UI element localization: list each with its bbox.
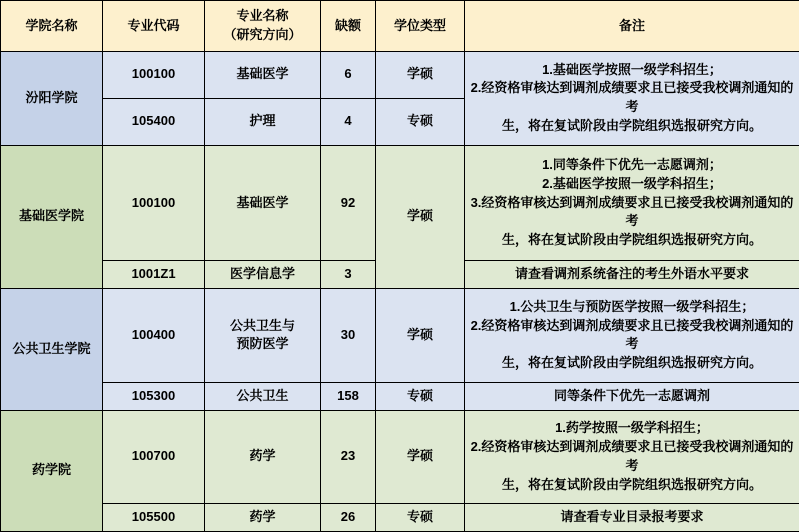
cell-major-name (205, 289, 321, 383)
table-row (1, 504, 799, 532)
cell-remarks (465, 504, 799, 532)
cell-degree-type: 专硕 (376, 98, 465, 145)
cell-major-name: 护理 (205, 98, 321, 145)
cell-major-code: 105500 (103, 504, 205, 532)
table-row (1, 52, 799, 99)
cell-major-code: 100100 (103, 145, 205, 261)
cell-vacancy: 23 (321, 410, 376, 504)
table-row (1, 145, 799, 261)
cell-remarks (465, 261, 799, 289)
cell-vacancy: 4 (321, 98, 376, 145)
cell-remarks (465, 410, 799, 504)
cell-major-code: 100100 (103, 52, 205, 99)
remark-line: 1.基础医学按照一级学科招生； (542, 61, 722, 77)
remark-line: 1.药学按照一级学科招生； (555, 420, 709, 436)
cell-college-basic-medicine: 基础医学院 (1, 145, 103, 288)
cell-college-public-health: 公共卫生学院 (1, 289, 103, 410)
cell-major-code: 1001Z1 (103, 261, 205, 289)
cell-remarks (465, 289, 799, 383)
cell-remarks (465, 382, 799, 410)
table-header-row (1, 1, 799, 52)
remark-line: 生，将在复试阶段由学院组织选报研究方向。 (501, 118, 762, 134)
remark-line: 生，将在复试阶段由学院组织选报研究方向。 (501, 355, 762, 371)
cell-vacancy: 26 (321, 504, 376, 532)
cell-degree-type: 学硕 (376, 145, 465, 288)
cell-major-code: 100700 (103, 410, 205, 504)
cell-vacancy: 30 (321, 289, 376, 383)
table-row (1, 289, 799, 383)
remark-line: 3.经资格审核达到调剂成绩要求且已接受我校调剂通知的考 (470, 194, 794, 229)
cell-remarks (465, 145, 799, 261)
remark-line: 请查看调剂系统备注的考生外语水平要求 (514, 266, 749, 282)
cell-degree-type: 专硕 (376, 504, 465, 532)
table-body (1, 52, 799, 532)
table-row (1, 382, 799, 410)
remark-line: 请查看专业目录报考要求 (560, 509, 704, 525)
remark-line: 1.公共卫生与预防医学按照一级学科招生； (509, 298, 755, 314)
cell-major-name: 公共卫生 (205, 382, 321, 410)
remark-line: 1.同等条件下优先一志愿调剂； (542, 156, 722, 172)
remark-line: 生，将在复试阶段由学院组织选报研究方向。 (501, 232, 762, 248)
cell-degree-type: 专硕 (376, 382, 465, 410)
cell-vacancy: 158 (321, 382, 376, 410)
cell-vacancy: 3 (321, 261, 376, 289)
column-header-degree-type: 学位类型 (376, 1, 465, 52)
cell-major-code: 105400 (103, 98, 205, 145)
cell-major-code: 105300 (103, 382, 205, 410)
column-header-college: 学院名称 (1, 1, 103, 52)
cell-college-fenyang: 汾阳学院 (1, 52, 103, 146)
column-header-major-name-line1: 专业名称 (236, 8, 289, 24)
cell-major-name-line2: 预防医学 (236, 336, 289, 352)
table-header (1, 1, 799, 52)
remark-line: 同等条件下优先一志愿调剂 (553, 387, 710, 403)
column-header-remarks: 备注 (465, 1, 799, 52)
remark-line: 2.经资格审核达到调剂成绩要求且已接受我校调剂通知的考 (470, 438, 794, 473)
cell-remarks (465, 52, 799, 146)
table-row (1, 410, 799, 504)
cell-degree-type: 学硕 (376, 289, 465, 383)
cell-major-name: 基础医学 (205, 52, 321, 99)
cell-major-code: 100400 (103, 289, 205, 383)
cell-vacancy: 92 (321, 145, 376, 261)
cell-major-name: 基础医学 (205, 145, 321, 261)
cell-degree-type: 学硕 (376, 410, 465, 504)
cell-major-name-line1: 公共卫生与 (229, 317, 295, 333)
remark-line: 2.经资格审核达到调剂成绩要求且已接受我校调剂通知的考 (470, 80, 794, 115)
remark-line: 2.经资格审核达到调剂成绩要求且已接受我校调剂通知的考 (470, 317, 794, 352)
remark-line: 2.基础医学按照一级学科招生； (542, 175, 722, 191)
column-header-major-code: 专业代码 (103, 1, 205, 52)
cell-major-name: 药学 (205, 410, 321, 504)
column-header-major-name (205, 1, 321, 52)
cell-major-name: 药学 (205, 504, 321, 532)
cell-degree-type: 学硕 (376, 52, 465, 99)
cell-college-pharmacy: 药学院 (1, 410, 103, 532)
cell-major-name: 医学信息学 (205, 261, 321, 289)
column-header-major-name-line2: （研究方向） (223, 27, 302, 42)
column-header-vacancy: 缺额 (321, 1, 376, 52)
remark-line: 生，将在复试阶段由学院组织选报研究方向。 (501, 476, 762, 492)
cell-vacancy: 6 (321, 52, 376, 99)
